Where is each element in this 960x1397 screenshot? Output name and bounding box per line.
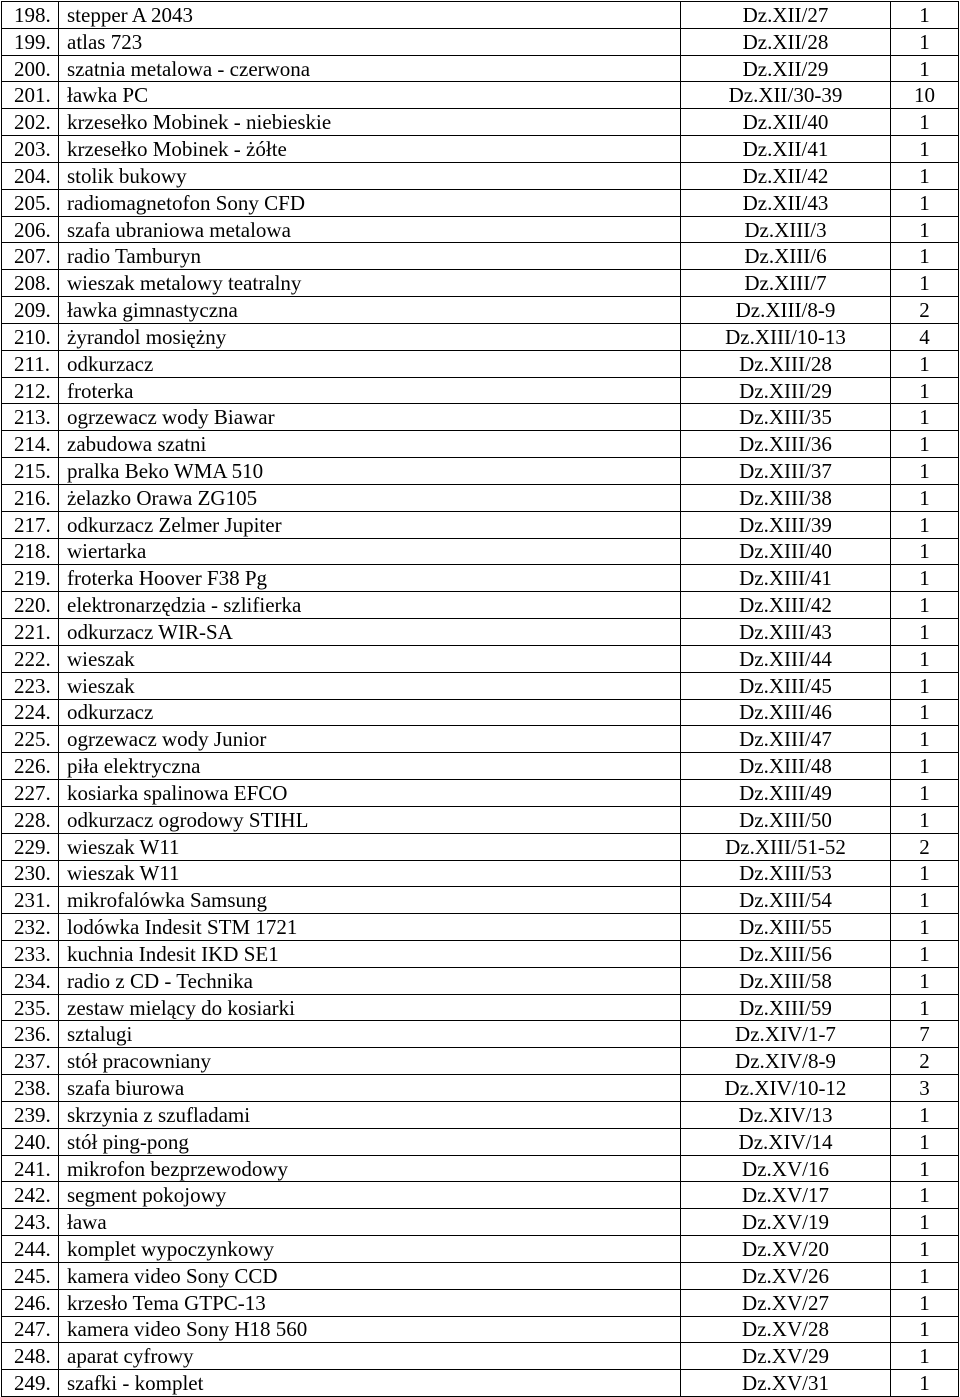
table-row [2,1316,959,1343]
inventory-code: Dz.XIII/45 [681,672,891,699]
item-name: wieszak metalowy teatralny [59,270,681,297]
row-number: 232. [2,914,59,941]
row-number: 228. [2,806,59,833]
row-number: 207. [2,243,59,270]
row-number: 202. [2,109,59,136]
table-row [2,323,959,350]
item-quantity: 1 [891,699,959,726]
item-name: odkurzacz [59,350,681,377]
inventory-code: Dz.XIII/7 [681,270,891,297]
row-number: 239. [2,1101,59,1128]
inventory-code: Dz.XIII/28 [681,350,891,377]
item-name: kamera video Sony CCD [59,1262,681,1289]
item-name: żelazko Orawa ZG105 [59,484,681,511]
item-name: aparat cyfrowy [59,1343,681,1370]
item-name: pralka Beko WMA 510 [59,458,681,485]
table-row [2,1075,959,1102]
inventory-code: Dz.XIII/43 [681,619,891,646]
table-row [2,55,959,82]
item-name: skrzynia z szufladami [59,1101,681,1128]
table-row [2,189,959,216]
item-quantity: 1 [891,458,959,485]
item-quantity: 1 [891,726,959,753]
inventory-code: Dz.XV/29 [681,1343,891,1370]
row-number: 240. [2,1128,59,1155]
item-quantity: 1 [891,377,959,404]
item-name: krzesełko Mobinek - niebieskie [59,109,681,136]
row-number: 215. [2,458,59,485]
table-row [2,1128,959,1155]
row-number: 229. [2,833,59,860]
inventory-code: Dz.XIII/46 [681,699,891,726]
table-row [2,1209,959,1236]
item-quantity: 2 [891,297,959,324]
item-name: ławka gimnastyczna [59,297,681,324]
item-quantity: 1 [891,1262,959,1289]
table-row [2,860,959,887]
table-row [2,1236,959,1263]
row-number: 247. [2,1316,59,1343]
item-quantity: 1 [891,672,959,699]
inventory-code: Dz.XIII/58 [681,967,891,994]
inventory-code: Dz.XIII/39 [681,511,891,538]
item-name: odkurzacz WIR-SA [59,619,681,646]
item-quantity: 1 [891,28,959,55]
inventory-code: Dz.XIII/56 [681,940,891,967]
inventory-code: Dz.XII/40 [681,109,891,136]
item-name: segment pokojowy [59,1182,681,1209]
table-row [2,672,959,699]
inventory-code: Dz.XV/27 [681,1289,891,1316]
item-quantity: 1 [891,1101,959,1128]
item-quantity: 4 [891,323,959,350]
item-name: żyrandol mosiężny [59,323,681,350]
item-quantity: 1 [891,914,959,941]
inventory-code: Dz.XIII/37 [681,458,891,485]
item-quantity: 1 [891,1316,959,1343]
row-number: 226. [2,753,59,780]
table-row [2,753,959,780]
item-name: zestaw mielący do kosiarki [59,994,681,1021]
item-name: ława [59,1209,681,1236]
item-name: komplet wypoczynkowy [59,1236,681,1263]
item-quantity: 2 [891,833,959,860]
inventory-code: Dz.XIII/40 [681,538,891,565]
row-number: 242. [2,1182,59,1209]
table-row [2,1289,959,1316]
row-number: 227. [2,780,59,807]
inventory-code: Dz.XV/17 [681,1182,891,1209]
item-name: piła elektryczna [59,753,681,780]
inventory-code: Dz.XIII/55 [681,914,891,941]
row-number: 244. [2,1236,59,1263]
inventory-code: Dz.XV/16 [681,1155,891,1182]
row-number: 218. [2,538,59,565]
inventory-code: Dz.XIII/10-13 [681,323,891,350]
inventory-code: Dz.XIII/49 [681,780,891,807]
item-name: odkurzacz ogrodowy STIHL [59,806,681,833]
inventory-rows [2,2,959,1397]
item-name: radiomagnetofon Sony CFD [59,189,681,216]
table-row [2,538,959,565]
item-quantity: 1 [891,350,959,377]
row-number: 249. [2,1370,59,1397]
item-quantity: 1 [891,1209,959,1236]
inventory-code: Dz.XIV/1-7 [681,1021,891,1048]
row-number: 224. [2,699,59,726]
inventory-code: Dz.XV/19 [681,1209,891,1236]
inventory-code: Dz.XV/31 [681,1370,891,1397]
row-number: 245. [2,1262,59,1289]
inventory-code: Dz.XIV/10-12 [681,1075,891,1102]
table-row [2,619,959,646]
table-row [2,887,959,914]
row-number: 234. [2,967,59,994]
item-quantity: 1 [891,55,959,82]
inventory-code: Dz.XII/41 [681,136,891,163]
inventory-code: Dz.XIII/54 [681,887,891,914]
item-name: szafki - komplet [59,1370,681,1397]
item-name: ogrzewacz wody Junior [59,726,681,753]
row-number: 201. [2,82,59,109]
inventory-code: Dz.XIII/6 [681,243,891,270]
item-name: wieszak [59,645,681,672]
table-row [2,699,959,726]
row-number: 208. [2,270,59,297]
item-quantity: 7 [891,1021,959,1048]
item-name: elektronarzędzia - szlifierka [59,592,681,619]
row-number: 246. [2,1289,59,1316]
inventory-code: Dz.XIII/8-9 [681,297,891,324]
item-name: wieszak [59,672,681,699]
item-quantity: 1 [891,780,959,807]
inventory-code: Dz.XIII/50 [681,806,891,833]
inventory-code: Dz.XIV/14 [681,1128,891,1155]
row-number: 209. [2,297,59,324]
inventory-code: Dz.XIII/3 [681,216,891,243]
inventory-code: Dz.XIII/53 [681,860,891,887]
row-number: 212. [2,377,59,404]
item-quantity: 1 [891,538,959,565]
item-name: lodówka Indesit STM 1721 [59,914,681,941]
row-number: 241. [2,1155,59,1182]
item-quantity: 1 [891,592,959,619]
inventory-code: Dz.XV/20 [681,1236,891,1263]
item-quantity: 1 [891,270,959,297]
table-row [2,833,959,860]
item-quantity: 3 [891,1075,959,1102]
table-row [2,967,959,994]
inventory-code: Dz.XIII/38 [681,484,891,511]
table-row [2,645,959,672]
inventory-code: Dz.XIII/47 [681,726,891,753]
item-quantity: 1 [891,860,959,887]
table-row [2,914,959,941]
item-quantity: 1 [891,189,959,216]
item-name: odkurzacz Zelmer Jupiter [59,511,681,538]
inventory-code: Dz.XII/28 [681,28,891,55]
row-number: 211. [2,350,59,377]
item-quantity: 1 [891,404,959,431]
item-quantity: 10 [891,82,959,109]
item-quantity: 1 [891,511,959,538]
row-number: 236. [2,1021,59,1048]
inventory-table [1,1,959,1397]
table-row [2,940,959,967]
item-name: szafa ubraniowa metalowa [59,216,681,243]
item-quantity: 1 [891,619,959,646]
item-quantity: 2 [891,1048,959,1075]
row-number: 203. [2,136,59,163]
item-name: radio Tamburyn [59,243,681,270]
item-name: stół pracowniany [59,1048,681,1075]
table-row [2,511,959,538]
item-quantity: 1 [891,967,959,994]
row-number: 237. [2,1048,59,1075]
item-name: atlas 723 [59,28,681,55]
table-row [2,726,959,753]
inventory-code: Dz.XII/42 [681,162,891,189]
item-name: stół ping-pong [59,1128,681,1155]
inventory-code: Dz.XIII/44 [681,645,891,672]
inventory-code: Dz.XIV/8-9 [681,1048,891,1075]
item-name: kosiarka spalinowa EFCO [59,780,681,807]
item-name: mikrofalówka Samsung [59,887,681,914]
item-name: szatnia metalowa - czerwona [59,55,681,82]
inventory-code: Dz.XIII/42 [681,592,891,619]
row-number: 235. [2,994,59,1021]
row-number: 222. [2,645,59,672]
item-quantity: 1 [891,162,959,189]
table-row [2,270,959,297]
row-number: 238. [2,1075,59,1102]
inventory-code: Dz.XIII/36 [681,431,891,458]
inventory-code: Dz.XII/29 [681,55,891,82]
item-quantity: 1 [891,136,959,163]
item-quantity: 1 [891,806,959,833]
table-row [2,484,959,511]
table-row [2,216,959,243]
table-row [2,806,959,833]
item-quantity: 1 [891,484,959,511]
row-number: 216. [2,484,59,511]
row-number: 233. [2,940,59,967]
item-name: wieszak W11 [59,833,681,860]
item-quantity: 1 [891,2,959,29]
table-row [2,994,959,1021]
item-quantity: 1 [891,1236,959,1263]
table-row [2,2,959,29]
inventory-code: Dz.XIV/13 [681,1101,891,1128]
item-quantity: 1 [891,1182,959,1209]
row-number: 223. [2,672,59,699]
row-number: 219. [2,565,59,592]
row-number: 231. [2,887,59,914]
item-name: radio z CD - Technika [59,967,681,994]
item-name: ogrzewacz wody Biawar [59,404,681,431]
table-row [2,1101,959,1128]
item-name: wieszak W11 [59,860,681,887]
item-quantity: 1 [891,940,959,967]
table-row [2,1343,959,1370]
row-number: 210. [2,323,59,350]
row-number: 243. [2,1209,59,1236]
inventory-code: Dz.XV/28 [681,1316,891,1343]
inventory-code: Dz.XIII/35 [681,404,891,431]
item-quantity: 1 [891,1343,959,1370]
item-quantity: 1 [891,994,959,1021]
table-row [2,162,959,189]
table-row [2,565,959,592]
table-row [2,82,959,109]
table-row [2,1021,959,1048]
row-number: 214. [2,431,59,458]
item-quantity: 1 [891,1289,959,1316]
item-name: sztalugi [59,1021,681,1048]
item-quantity: 1 [891,243,959,270]
item-name: mikrofon bezprzewodowy [59,1155,681,1182]
inventory-code: Dz.XIII/59 [681,994,891,1021]
item-name: zabudowa szatni [59,431,681,458]
table-row [2,109,959,136]
inventory-code: Dz.XII/30-39 [681,82,891,109]
table-row [2,1262,959,1289]
inventory-code: Dz.XII/27 [681,2,891,29]
inventory-code: Dz.XIII/48 [681,753,891,780]
item-quantity: 1 [891,431,959,458]
item-quantity: 1 [891,1128,959,1155]
row-number: 217. [2,511,59,538]
table-row [2,297,959,324]
table-row [2,136,959,163]
row-number: 220. [2,592,59,619]
inventory-code: Dz.XII/43 [681,189,891,216]
row-number: 205. [2,189,59,216]
table-row [2,350,959,377]
item-quantity: 1 [891,109,959,136]
item-name: kamera video Sony H18 560 [59,1316,681,1343]
item-name: krzesełko Mobinek - żółte [59,136,681,163]
table-row [2,1182,959,1209]
item-name: stolik bukowy [59,162,681,189]
item-quantity: 1 [891,753,959,780]
table-row [2,458,959,485]
row-number: 230. [2,860,59,887]
row-number: 206. [2,216,59,243]
table-row [2,404,959,431]
row-number: 199. [2,28,59,55]
row-number: 198. [2,2,59,29]
item-name: kuchnia Indesit IKD SE1 [59,940,681,967]
item-name: wiertarka [59,538,681,565]
inventory-code: Dz.XIII/41 [681,565,891,592]
row-number: 248. [2,1343,59,1370]
item-quantity: 1 [891,645,959,672]
inventory-code: Dz.XV/26 [681,1262,891,1289]
table-row [2,1048,959,1075]
item-name: froterka [59,377,681,404]
item-name: krzesło Tema GTPC-13 [59,1289,681,1316]
item-quantity: 1 [891,1370,959,1397]
inventory-code: Dz.XIII/29 [681,377,891,404]
item-name: stepper A 2043 [59,2,681,29]
row-number: 204. [2,162,59,189]
inventory-code: Dz.XIII/51-52 [681,833,891,860]
row-number: 213. [2,404,59,431]
item-name: odkurzacz [59,699,681,726]
item-quantity: 1 [891,887,959,914]
item-name: szafa biurowa [59,1075,681,1102]
table-row [2,377,959,404]
table-row [2,431,959,458]
item-quantity: 1 [891,216,959,243]
table-row [2,780,959,807]
table-row [2,1370,959,1397]
table-row [2,243,959,270]
table-row [2,592,959,619]
row-number: 221. [2,619,59,646]
item-name: ławka PC [59,82,681,109]
item-name: froterka Hoover F38 Pg [59,565,681,592]
table-row [2,1155,959,1182]
row-number: 225. [2,726,59,753]
item-quantity: 1 [891,565,959,592]
row-number: 200. [2,55,59,82]
item-quantity: 1 [891,1155,959,1182]
table-row [2,28,959,55]
